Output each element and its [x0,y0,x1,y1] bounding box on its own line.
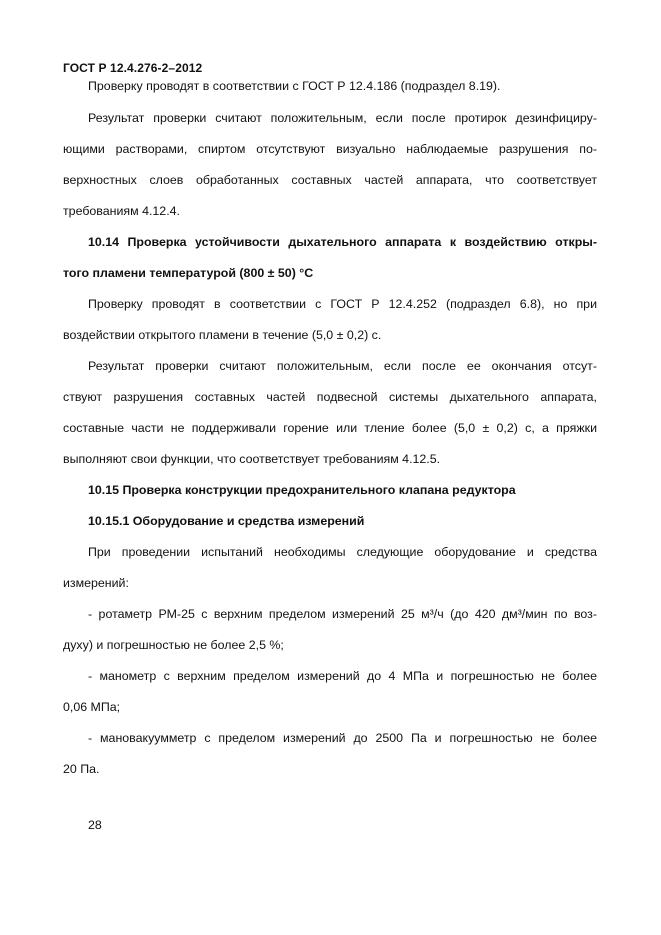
document-header-code: ГОСТ Р 12.4.276-2–2012 [63,61,203,75]
text-line: Проверку проводят в соответствии с ГОСТ Р 12.4.252 (подраздел 6.8), но при [88,297,597,311]
text-line: измерений: [63,576,129,590]
list-item: - манометр с верхним пределом измерений до 4 МПа и погрешностью не более [88,669,597,683]
section-heading: 10.15 Проверка конструкции предохранительного клапана редуктора [88,483,516,497]
text-line: воздействии открытого пламени в течение (5,0 ± 0,2) с. [63,328,382,342]
text-line: Результат проверки считают положительным, если после протирок дезинфициру- [88,111,597,125]
section-heading: того пламени температурой (800 ± 50) °C [63,266,314,280]
text-line: 0,06 МПа; [63,700,121,714]
text-line: 20 Па. [63,762,100,776]
text-line: Результат проверки считают положительным, если после ее окончания отсут- [88,359,597,373]
text-line: При проведении испытаний необходимы следующие оборудование и средства [88,545,597,559]
subsection-heading: 10.15.1 Оборудование и средства измерений [88,514,365,528]
page-number: 28 [88,818,102,832]
text-line: духу) и погрешностью не более 2,5 %; [63,638,284,652]
text-line: Проверку проводят в соответствии с ГОСТ Р 12.4.186 (подраздел 8.19). [88,79,501,93]
text-line: составные части не поддерживали горение или тление более (5,0 ± 0,2) с, а пряжки [63,421,597,435]
section-heading: 10.14 Проверка устойчивости дыхательного аппарата к воздействию откры- [88,235,597,249]
list-item: - ротаметр РМ-25 с верхним пределом измерений 25 м³/ч (до 420 дм³/мин по воз- [88,607,597,621]
text-line: ствуют разрушения составных частей подвесной системы дыхательного аппарата, [63,390,597,404]
list-item: - мановакуумметр с пределом измерений до 2500 Па и погрешностью не более [88,731,597,745]
text-line: требованиям 4.12.4. [63,204,180,218]
text-line: выполняют свои функции, что соответствует требованиям 4.12.5. [63,452,441,466]
text-line: ющими растворами, спиртом отсутствуют визуально наблюдаемые разрушения по- [63,142,597,156]
text-line: верхностных слоев обработанных составных частей аппарата, что соответствует [63,173,597,187]
